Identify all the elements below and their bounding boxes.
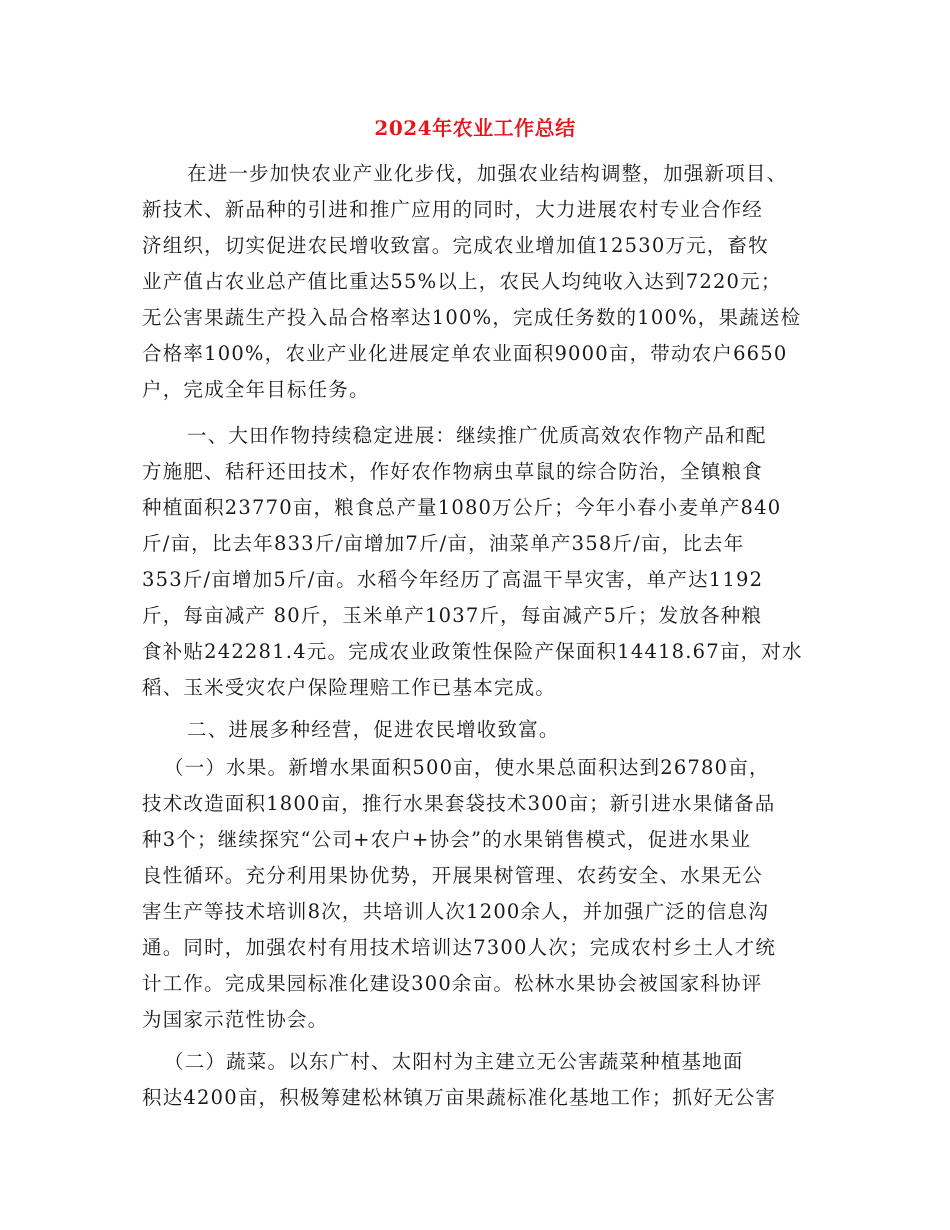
paragraph-line: 新技术、新品种的引进和推广应用的同时，大力进展农村专业合作经 [142, 198, 764, 221]
paragraph-line: 种植面积23770亩，粮食总产量1080万公斤；今年小春小麦单产840 [142, 496, 782, 519]
paragraph-line: 斤，每亩减产 80斤，玉米单产1037斤，每亩减产5斤；发放各种粮 [142, 604, 763, 627]
paragraph-line: （一）水果。新增水果面积500亩，使水果总面积达到26780亩， [164, 756, 770, 779]
paragraph-line: 稻、玉米受灾农户保险理赔工作已基本完成。 [142, 676, 557, 699]
section-heading: 二、进展多种经营，促进农民增收致富。 [187, 718, 560, 741]
document-title: 2024年农业工作总结 [374, 116, 576, 140]
paragraph-line: 无公害果蔬生产投入品合格率达100%，完成任务数的100%，果蔬送检 [142, 306, 802, 329]
paragraph-line: 在进一步加快农业产业化步伐，加强农业结构调整，加强新项目、 [187, 162, 788, 185]
paragraph-line: 合格率100%，农业产业化进展定单农业面积9000亩，带动农户6650 [142, 342, 788, 365]
paragraph-line: 斤/亩，比去年833斤/亩增加7斤/亩，油菜单产358斤/亩，比去年 [142, 532, 745, 555]
paragraph-line: 为国家示范性协会。 [142, 1008, 329, 1031]
paragraph-line: 济组织，切实促进农民增收致富。完成农业增加值12530万元，畜牧 [142, 234, 769, 257]
paragraph-line: 食补贴242281.4元。完成农业政策性保险产保面积14418.67亩，对水 [142, 640, 803, 663]
paragraph-line: 技术改造面积1800亩，推行水果套袋技术300亩；新引进水果储备品 [142, 792, 776, 815]
paragraph-line: 良性循环。充分利用果协优势，开展果树管理、农药安全、水果无公 [142, 864, 764, 887]
paragraph-line: 害生产等技术培训8次，共培训人次1200余人，并加强广泛的信息沟 [142, 900, 769, 923]
paragraph-line: 方施肥、秸秆还田技术，作好农作物病虫草鼠的综合防治，全镇粮食 [142, 460, 764, 483]
paragraph-line: 业产值占农业总产值比重达55%以上，农民人均纯收入达到7220元； [142, 270, 782, 293]
paragraph-line: 积达4200亩，积极筹建松林镇万亩果蔬标准化基地工作；抓好无公害 [142, 1086, 777, 1109]
paragraph-line: 353斤/亩增加5斤/亩。水稻今年经历了高温干旱灾害，单产达1192 [142, 568, 764, 591]
paragraph-line: 户，完成全年目标任务。 [142, 378, 370, 401]
paragraph-line: 通。同时，加强农村有用技术培训达7300人次；完成农村乡土人才统 [142, 936, 777, 959]
paragraph-line: （二）蔬菜。以东广村、太阳村为主建立无公害蔬菜种植基地面 [164, 1050, 744, 1073]
paragraph-line: 种3个；继续探究“公司+农户+协会”的水果销售模式，促进水果业 [142, 828, 752, 851]
paragraph-line: 计工作。完成果园标准化建设300余亩。松林水果协会被国家科协评 [142, 972, 763, 995]
paragraph-line: 一、大田作物持续稳定进展：继续推广优质高效农作物产品和配 [187, 424, 767, 447]
